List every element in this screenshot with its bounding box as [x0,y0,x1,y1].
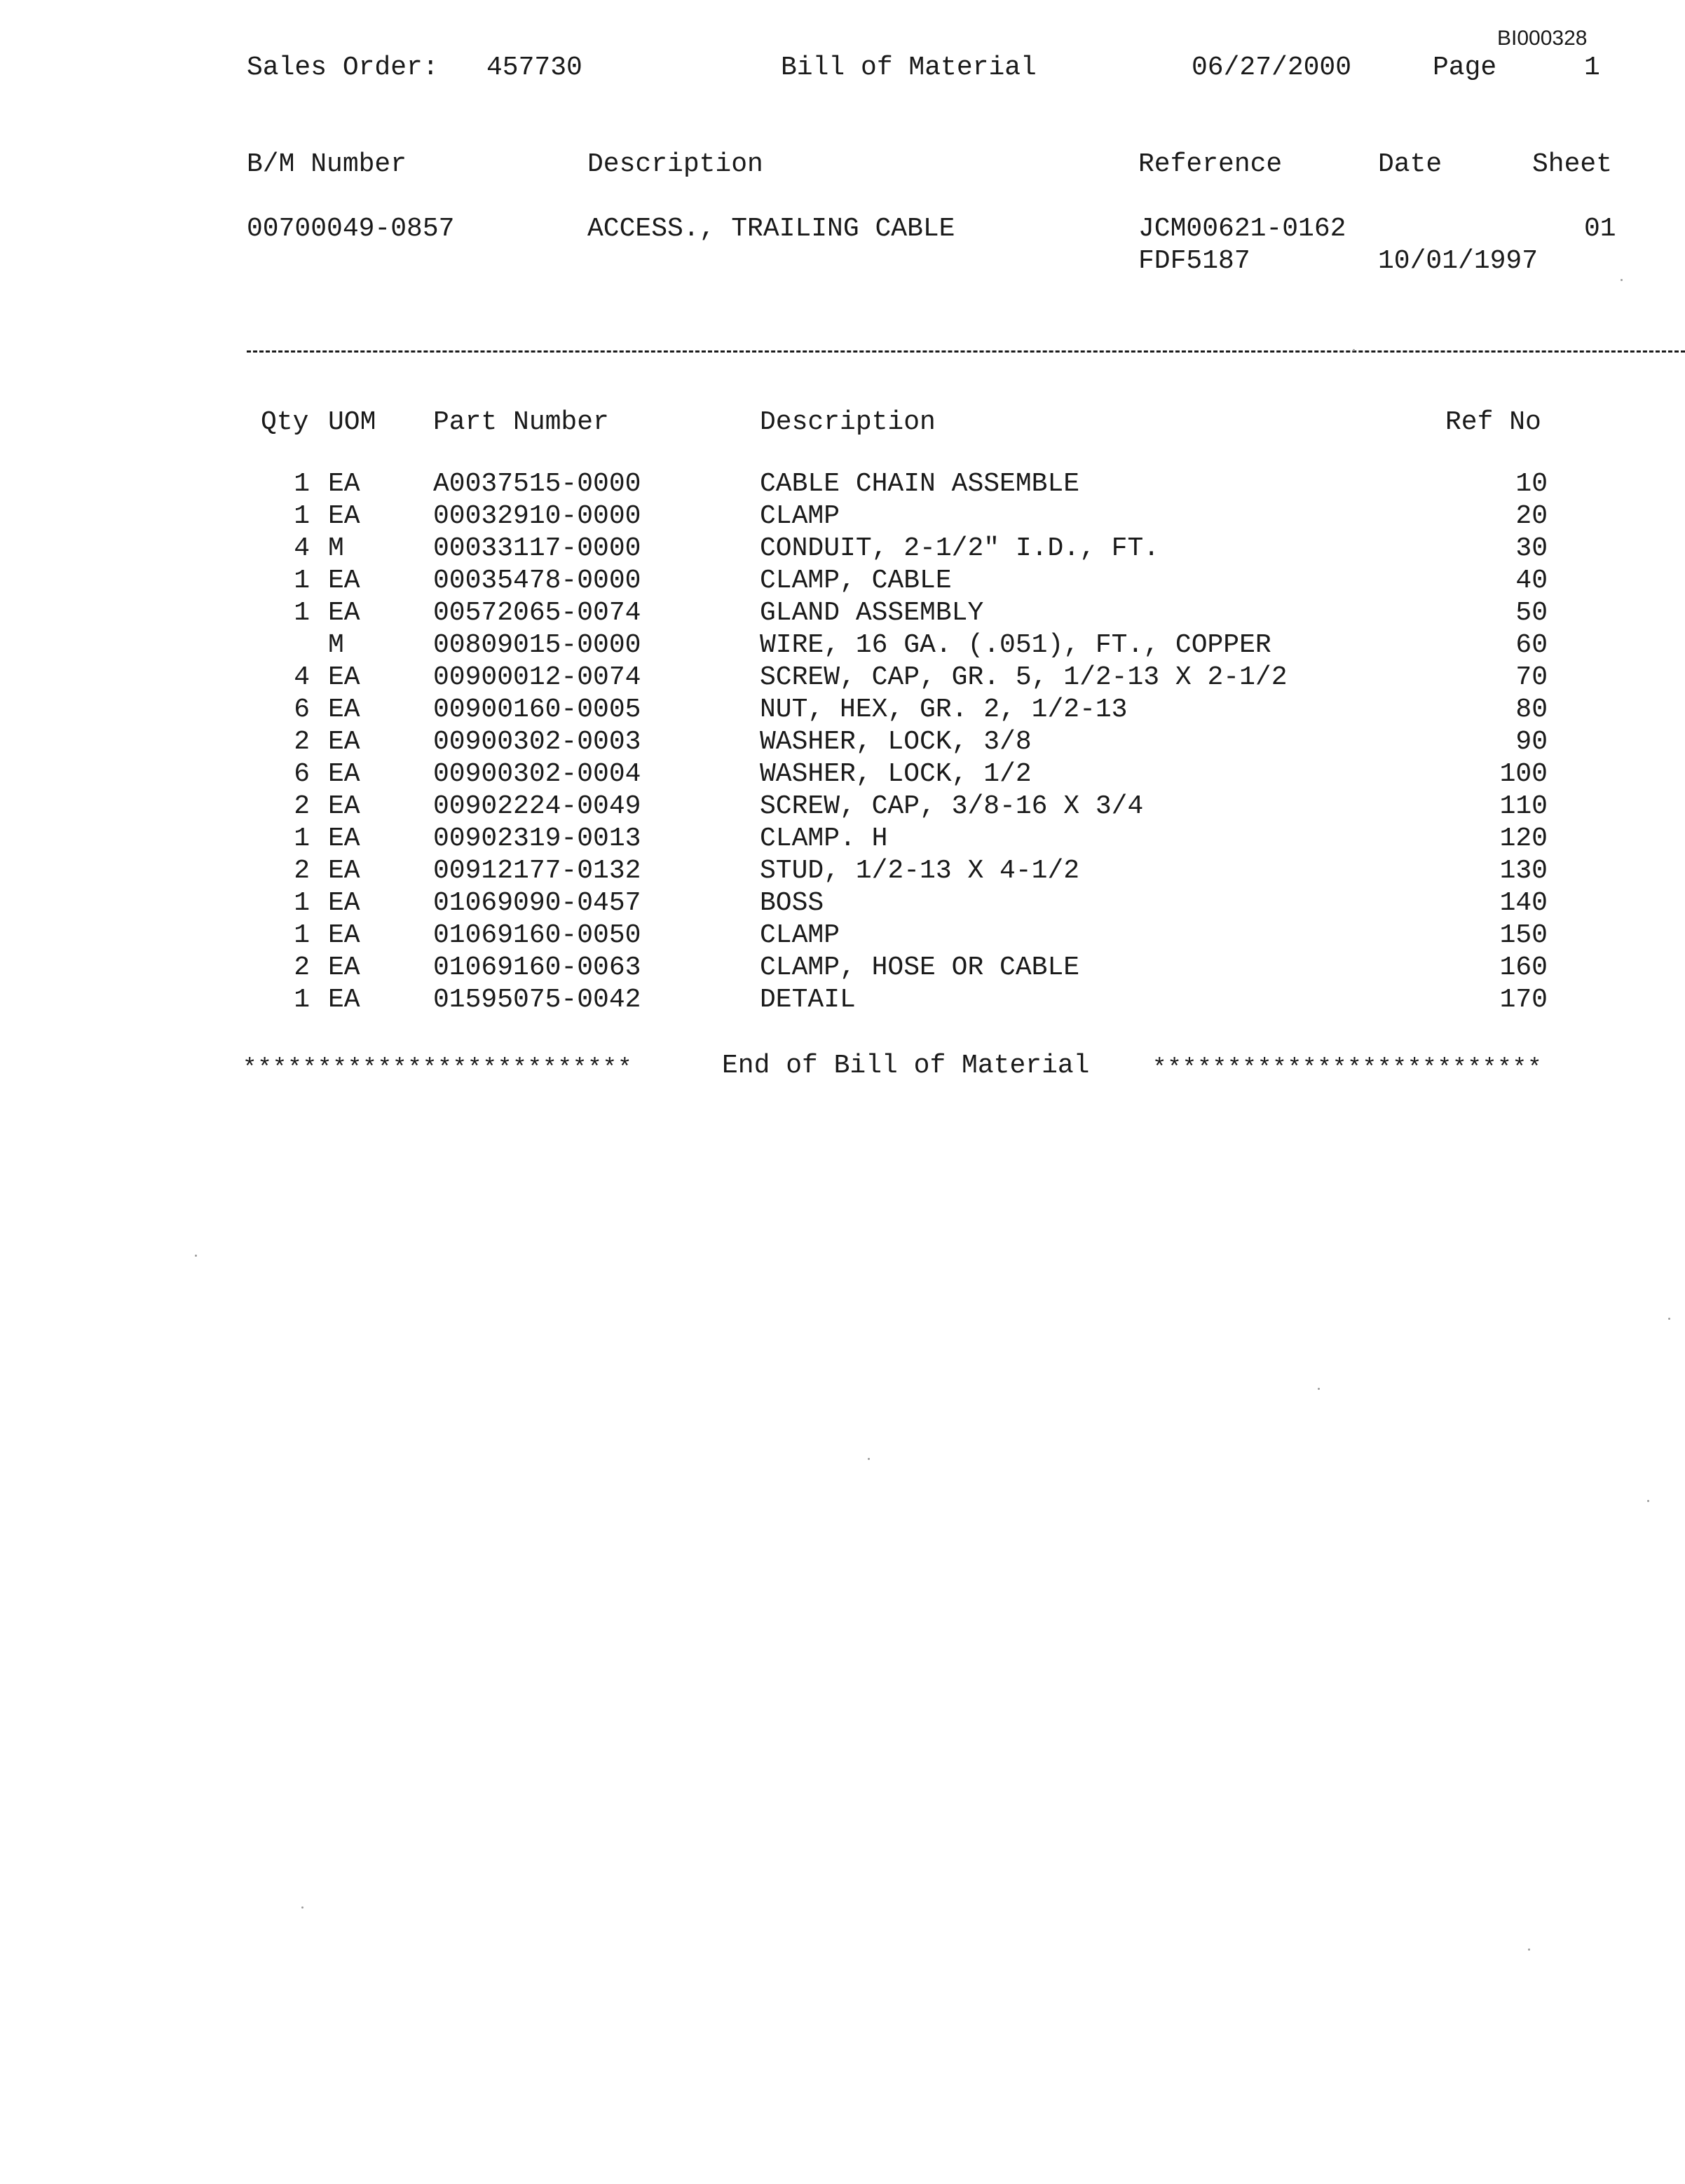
item-part-number: 00900302-0003 [433,727,641,757]
item-part-number: 00035478-0000 [433,566,641,596]
table-row [0,922,1685,955]
item-ref-no: 170 [1499,985,1548,1015]
item-part-number: 00900160-0005 [433,695,641,725]
scan-speck [301,1906,303,1909]
item-part-number: 01069160-0050 [433,920,641,950]
table-row [0,600,1685,632]
item-uom: M [328,533,344,564]
items-qty-header: Qty [261,407,309,437]
dashed-separator [247,350,1685,353]
item-part-number: 00809015-0000 [433,630,641,660]
scan-speck [868,1458,870,1460]
item-ref-no: 60 [1515,630,1548,660]
item-part-number: 00902224-0049 [433,791,641,821]
item-description: CLAMP [760,501,840,531]
item-ref-no: 110 [1499,791,1548,821]
bm-description-header: Description [587,149,763,179]
bm-date-header: Date [1378,149,1442,179]
document-id: BI000328 [1497,27,1588,50]
item-uom: EA [328,727,360,757]
item-part-number: 00912177-0132 [433,856,641,886]
item-uom: EA [328,985,360,1015]
item-ref-no: 130 [1499,856,1548,886]
item-ref-no: 20 [1515,501,1548,531]
item-qty: 4 [294,533,310,564]
item-ref-no: 10 [1515,469,1548,499]
bm-reference-value-2: FDF5187 [1138,246,1250,276]
item-description: CLAMP. H [760,824,888,854]
item-description: SCREW, CAP, GR. 5, 1/2-13 X 2-1/2 [760,662,1288,692]
scan-speck [1647,1500,1649,1502]
item-description: STUD, 1/2-13 X 4-1/2 [760,856,1080,886]
items-description-header: Description [760,407,936,437]
item-qty: 6 [294,695,310,725]
item-uom: EA [328,791,360,821]
table-row [0,955,1685,987]
item-uom: M [328,630,344,660]
item-ref-no: 160 [1499,953,1548,983]
scan-speck [195,1255,197,1257]
item-uom: EA [328,824,360,854]
table-row [0,664,1685,697]
table-row [0,535,1685,568]
item-qty: 2 [294,791,310,821]
item-uom: EA [328,662,360,692]
item-part-number: 01595075-0042 [433,985,641,1015]
item-part-number: 01069090-0457 [433,888,641,918]
item-description: WASHER, LOCK, 1/2 [760,759,1032,789]
footer-end-text: End of Bill of Material [722,1051,1090,1081]
item-description: CONDUIT, 2-1/2" I.D., FT. [760,533,1160,564]
footer-stars-right: ************************** [1152,1056,1543,1082]
item-qty: 1 [294,566,310,596]
document-title: Bill of Material [781,53,1037,83]
bm-sheet-header: Sheet [1532,149,1613,179]
bm-description-value: ACCESS., TRAILING CABLE [587,214,955,244]
item-part-number: 00572065-0074 [433,598,641,628]
item-ref-no: 100 [1499,759,1548,789]
table-row [0,987,1685,1019]
item-qty: 1 [294,920,310,950]
table-row [0,890,1685,922]
item-description: NUT, HEX, GR. 2, 1/2-13 [760,695,1128,725]
item-qty: 2 [294,856,310,886]
items-ref-no-header: Ref No [1445,407,1541,437]
item-ref-no: 50 [1515,598,1548,628]
item-ref-no: 140 [1499,888,1548,918]
item-part-number: 00033117-0000 [433,533,641,564]
table-row [0,793,1685,826]
items-table [0,471,1685,1019]
item-qty: 6 [294,759,310,789]
item-part-number: A0037515-0000 [433,469,641,499]
table-row [0,471,1685,503]
table-row [0,858,1685,890]
item-ref-no: 70 [1515,662,1548,692]
bm-date-value: 10/01/1997 [1378,246,1539,276]
table-row [0,761,1685,793]
item-qty: 4 [294,662,310,692]
item-part-number: 00900012-0074 [433,662,641,692]
items-uom-header: UOM [328,407,376,437]
item-ref-no: 120 [1499,824,1548,854]
item-ref-no: 90 [1515,727,1548,757]
page-label: Page [1433,53,1497,83]
item-qty: 1 [294,469,310,499]
item-part-number: 00900302-0004 [433,759,641,789]
item-qty: 1 [294,888,310,918]
item-description: DETAIL [760,985,856,1015]
footer-stars-left: ************************** [243,1056,633,1082]
item-ref-no: 40 [1515,566,1548,596]
item-part-number: 00902319-0013 [433,824,641,854]
item-uom: EA [328,759,360,789]
item-qty: 2 [294,727,310,757]
item-ref-no: 30 [1515,533,1548,564]
table-row [0,568,1685,600]
table-row [0,729,1685,761]
item-description: CLAMP, CABLE [760,566,952,596]
bm-number-header: B/M Number [247,149,407,179]
item-description: CLAMP, HOSE OR CABLE [760,953,1080,983]
item-qty: 1 [294,985,310,1015]
bm-sheet-value: 01 [1584,214,1616,244]
item-uom: EA [328,598,360,628]
item-ref-no: 150 [1499,920,1548,950]
item-description: SCREW, CAP, 3/8-16 X 3/4 [760,791,1144,821]
item-uom: EA [328,695,360,725]
items-part-number-header: Part Number [433,407,609,437]
bm-number-value: 00700049-0857 [247,214,455,244]
item-uom: EA [328,469,360,499]
item-description: WIRE, 16 GA. (.051), FT., COPPER [760,630,1271,660]
item-description: GLAND ASSEMBLY [760,598,984,628]
scan-speck [1318,1388,1320,1390]
item-ref-no: 80 [1515,695,1548,725]
table-row [0,632,1685,664]
item-qty: 1 [294,501,310,531]
item-part-number: 00032910-0000 [433,501,641,531]
item-uom: EA [328,856,360,886]
item-part-number: 01069160-0063 [433,953,641,983]
report-date: 06/27/2000 [1192,53,1352,83]
item-uom: EA [328,888,360,918]
item-description: BOSS [760,888,824,918]
table-row [0,503,1685,535]
scan-speck [1353,349,1355,351]
item-description: CABLE CHAIN ASSEMBLE [760,469,1080,499]
item-description: CLAMP [760,920,840,950]
item-uom: EA [328,501,360,531]
item-qty: 2 [294,953,310,983]
bm-reference-header: Reference [1138,149,1283,179]
item-description: WASHER, LOCK, 3/8 [760,727,1032,757]
scan-speck [1621,279,1623,281]
scan-speck [1668,1318,1670,1320]
item-uom: EA [328,566,360,596]
table-row [0,697,1685,729]
item-qty: 1 [294,824,310,854]
sales-order-value: 457730 [486,53,582,83]
sales-order-label: Sales Order: [247,53,439,83]
item-uom: EA [328,953,360,983]
item-qty: 1 [294,598,310,628]
scan-speck [1528,1948,1530,1951]
bm-reference-value-1: JCM00621-0162 [1138,214,1346,244]
table-row [0,826,1685,858]
page-number: 1 [1584,53,1600,83]
item-uom: EA [328,920,360,950]
